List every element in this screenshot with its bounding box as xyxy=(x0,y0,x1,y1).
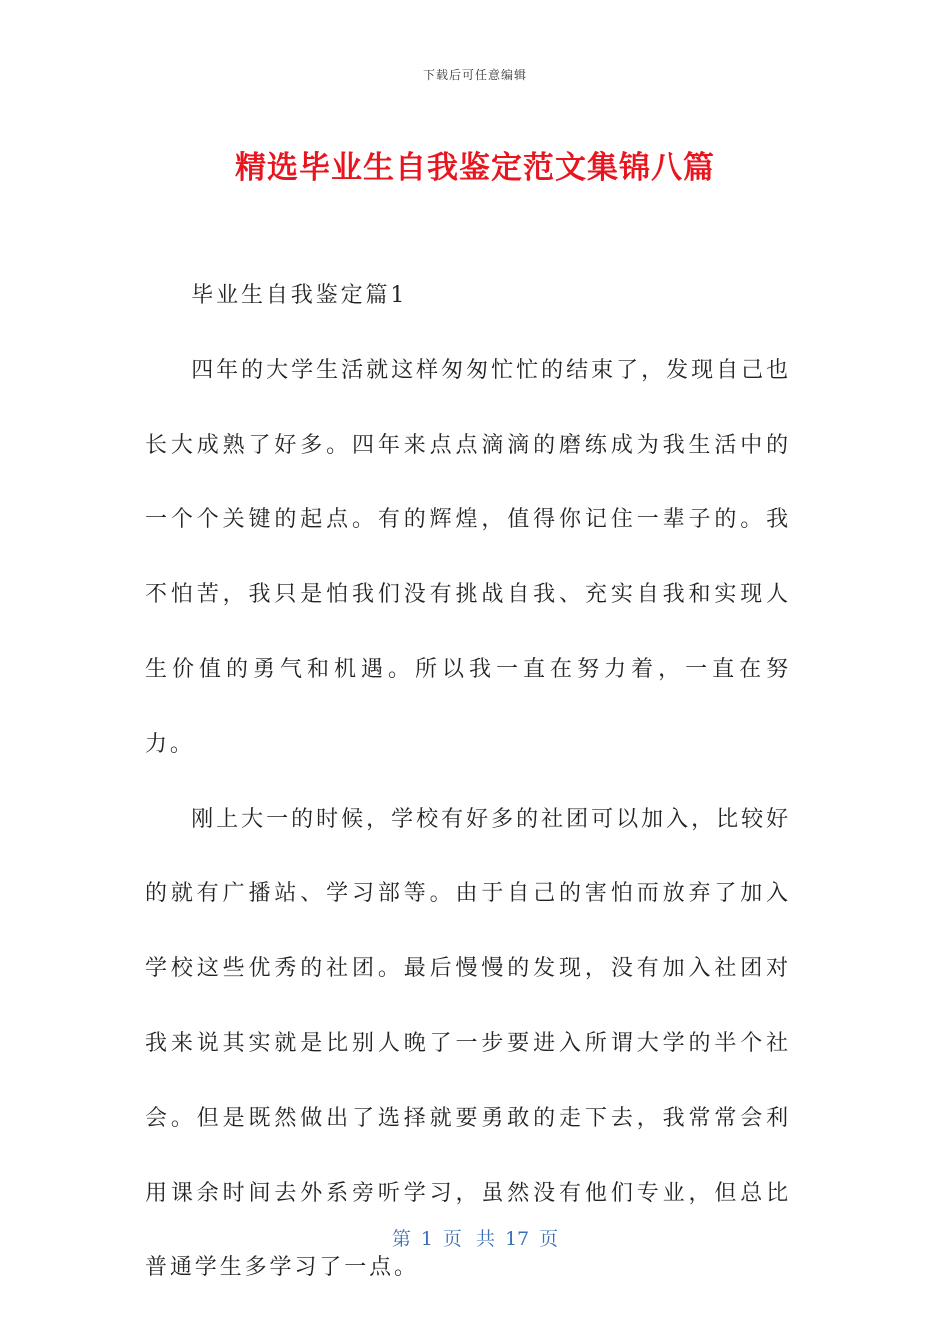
total-pages-number: 17 xyxy=(504,1228,530,1250)
footer-suffix: 页 xyxy=(539,1228,559,1250)
document-body xyxy=(145,259,791,1306)
section-heading: 毕业生自我鉴定篇1 xyxy=(191,283,408,308)
header-note: 下载后可任意编辑 xyxy=(422,68,527,82)
body-paragraph: 刚上大一的时候，学校有好多的社团可以加入，比较好的就有广播站、学习部等。由于自己的害怕而放弃了加入学校这些优秀的社团。最后慢慢的发现，没有加入社团对我来说其实就是比别人晚了一步要进入所谓大学的半个社会。但是既然做出了选择就要勇敢的走下去，我常常会利用课余时间去外系旁听学习，虽然没有他们专业，但总比普通学生多学习了一点。 xyxy=(145,806,791,1281)
page-footer xyxy=(0,1224,950,1251)
document-title: 精选毕业生自我鉴定范文集锦八篇 xyxy=(235,150,715,186)
footer-prefix: 第 xyxy=(391,1228,411,1250)
body-paragraph: 四年的大学生活就这样匆匆忙忙的结束了，发现自己也长大成熟了好多。四年来点点滴滴的磨练成为我生活中的一个个关键的起点。有的辉煌，值得你记住一辈子的。我不怕苦，我只是怕我们没有挑战自我、充实自我和实现人生价值的勇气和机遇。所以我一直在努力着，一直在努力。 xyxy=(145,357,791,757)
footer-middle: 页 共 xyxy=(442,1228,495,1250)
current-page-number: 1 xyxy=(420,1228,433,1250)
